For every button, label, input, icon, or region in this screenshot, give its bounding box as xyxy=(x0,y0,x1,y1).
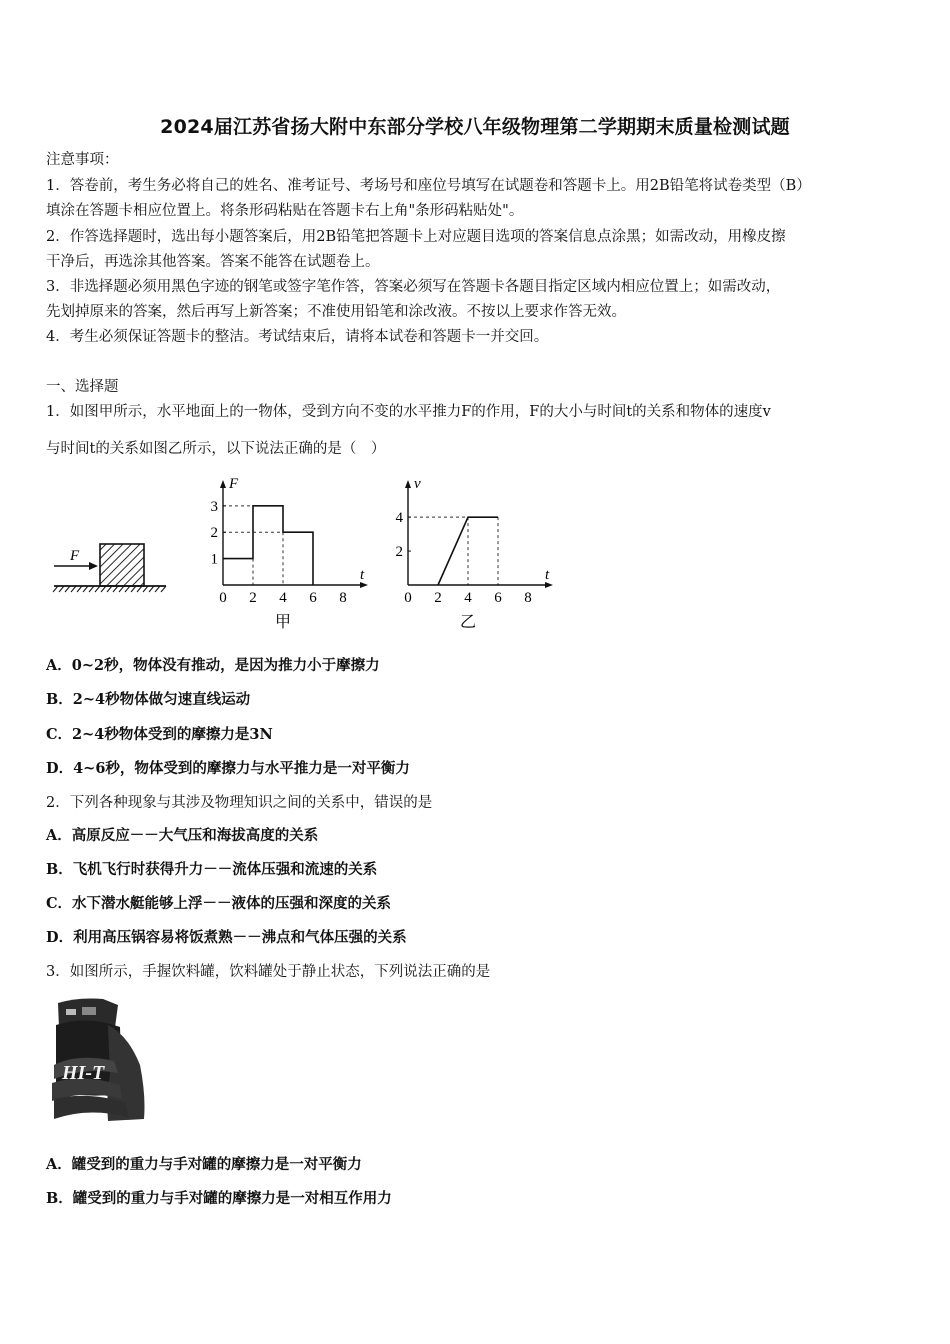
hand-can-image xyxy=(48,995,148,1125)
chart-v-t-series-line xyxy=(438,517,498,585)
chart-f-t-title: 甲 xyxy=(274,614,292,631)
chart-v-t-x-tick-label: 6 xyxy=(494,590,502,606)
chart-v-t-title: 乙 xyxy=(459,614,477,631)
q2-option-b[interactable]: B．飞机飞行时获得升力－－流体压强和流速的关系 xyxy=(46,861,378,878)
chart-v-t xyxy=(390,476,555,635)
force-label: F xyxy=(70,548,80,564)
q1-option-b[interactable]: B．2~4秒物体做匀速直线运动 xyxy=(46,691,251,708)
chart-f-t-y-tick-label: 1 xyxy=(210,551,218,568)
chart-v-t-x-tick-label: 0 xyxy=(404,590,412,606)
page-title: 2024届江苏省扬大附中东部分学校八年级物理第二学期期末质量检测试题 xyxy=(160,116,790,138)
chart-v-t-ylabel: v xyxy=(414,476,421,492)
force-arrowhead xyxy=(89,562,98,570)
chart-v-t-y-tick-label: 4 xyxy=(395,510,403,527)
q1-stem-line-1: 1．如图甲所示，水平地面上的一物体，受到方向不变的水平推力F的作用，F的大小与时间t的关系和物体的速度v xyxy=(46,404,771,420)
section-heading: 一、选择题 xyxy=(46,379,119,395)
chart-f-t-x-tick-label: 0 xyxy=(219,590,227,606)
chart-v-t-x-tick-label: 4 xyxy=(464,590,472,606)
chart-f-t-x-tick-label: 2 xyxy=(249,590,257,606)
chart-f-t-y-tick-label: 3 xyxy=(210,498,218,515)
q3-option-a[interactable]: A．罐受到的重力与手对罐的摩擦力是一对平衡力 xyxy=(46,1156,362,1173)
q1-option-a[interactable]: A．0~2秒，物体没有推动，是因为推力小于摩擦力 xyxy=(46,657,380,674)
q1-option-c[interactable]: C．2~4秒物体受到的摩擦力是3N xyxy=(46,726,273,743)
q3-option-b[interactable]: B．罐受到的重力与手对罐的摩擦力是一对相互作用力 xyxy=(46,1190,392,1207)
notice-heading: 注意事项： xyxy=(46,152,119,168)
chart-f-t-y-tick-label: 2 xyxy=(210,525,218,542)
notice-line-4: 干净后，再选涂其他答案。答案不能答在试题卷上。 xyxy=(46,254,380,270)
chart-f-t-x-tick-label: 6 xyxy=(309,590,317,606)
block xyxy=(100,544,144,586)
q2-option-d[interactable]: D．利用高压锅容易将饭煮熟－－沸点和气体压强的关系 xyxy=(46,929,407,946)
q1-option-d[interactable]: D．4~6秒，物体受到的摩擦力与水平推力是一对平衡力 xyxy=(46,760,410,777)
chart-v-t-y-tick-label: 2 xyxy=(395,544,403,561)
block-figure xyxy=(52,538,172,596)
ground-hatch xyxy=(53,586,166,592)
notice-line-6: 先划掉原来的答案，然后再写上新答案；不准使用铅笔和涂改液。不按以上要求作答无效。 xyxy=(46,304,626,320)
chart-f-t-x-tick-label: 8 xyxy=(339,590,347,606)
chart-v-t-x-tick-label: 8 xyxy=(524,590,532,606)
chart-f-t xyxy=(205,476,370,635)
chart-f-t-xlabel: t xyxy=(360,567,365,583)
chart-v-t-y-arrow xyxy=(405,480,411,488)
q2-option-c[interactable]: C．水下潜水艇能够上浮－－液体的压强和深度的关系 xyxy=(46,895,392,912)
chart-v-t-xlabel: t xyxy=(545,567,550,583)
chart-f-t-x-tick-label: 4 xyxy=(279,590,287,606)
chart-f-t-ylabel: F xyxy=(229,476,239,492)
notice-line-5: 3．非选择题必须用黑色字迹的钢笔或签字笔作答，答案必须写在答题卡各题目指定区域内相应位置上；如需改动， xyxy=(46,279,781,295)
chart-f-t-y-arrow xyxy=(220,480,226,488)
q2-option-a[interactable]: A．高原反应－－大气压和海拔高度的关系 xyxy=(46,827,319,844)
q3-stem: 3．如图所示，手握饮料罐，饮料罐处于静止状态，下列说法正确的是 xyxy=(46,964,491,980)
notice-line-2: 填涂在答题卡相应位置上。将条形码粘贴在答题卡右上角"条形码粘贴处"。 xyxy=(46,203,524,219)
q2-stem: 2．下列各种现象与其涉及物理知识之间的关系中，错误的是 xyxy=(46,795,433,811)
notice-line-3: 2．作答选择题时，选出每小题答案后，用2B铅笔把答题卡上对应题目选项的答案信息点涂黑；如需改动，用橡皮擦 xyxy=(46,229,786,245)
q1-stem-line-2: 与时间t的关系如图乙所示，以下说法正确的是（ ） xyxy=(46,441,386,457)
can-label: HI-T xyxy=(62,1062,105,1084)
notice-line-7: 4．考生必须保证答题卡的整洁。考试结束后，请将本试卷和答题卡一并交回。 xyxy=(46,329,549,345)
notice-line-1: 1．答卷前，考生务必将自己的姓名、准考证号、考场号和座位号填写在试题卷和答题卡上。用2B铅笔将试卷类型（B） xyxy=(46,178,811,194)
chart-f-t-series-line xyxy=(223,506,313,585)
chart-v-t-x-tick-label: 2 xyxy=(434,590,442,606)
